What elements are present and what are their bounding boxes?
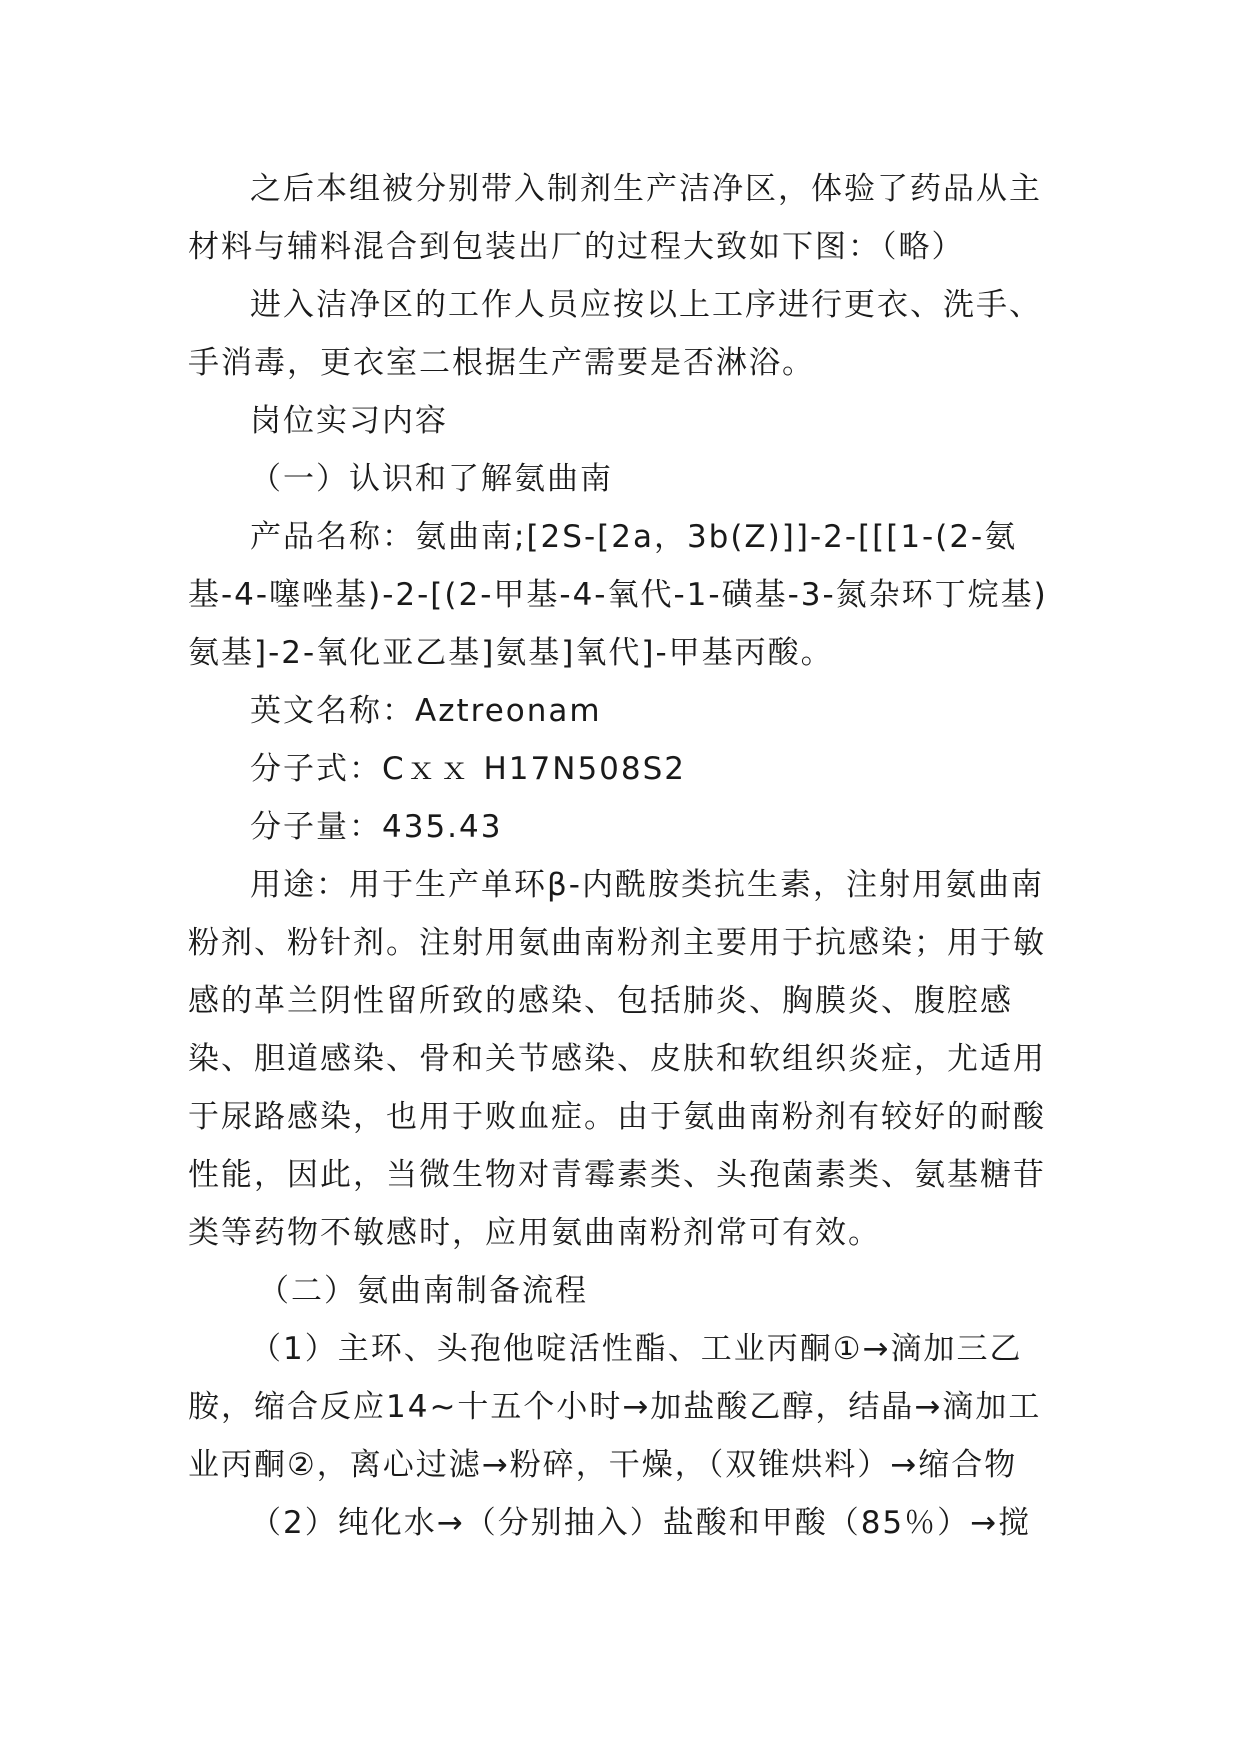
paragraph-clean-area-intro: 之后本组被分别带入制剂生产洁净区，体验了药品从主材料与辅料混合到包装出厂的过程大致如下图：（略） <box>188 171 1042 265</box>
paragraph-usage: 用途：用于生产单环β-内酰胺类抗生素，注射用氨曲南粉剂、粉针剂。注射用氨曲南粉剂主要用于抗感染；用于敏感的革兰阴性留所致的感染、包括肺炎、胸膜炎、腹腔感染、胆道感染、骨和关节感染、皮肤和软组织炎症，尤适用于尿路感染，也用于败血症。由于氨曲南粉剂有较好的耐酸性能，因此，当微生物对青霉素类、头孢菌素类、氨基糖苷类等药物不敏感时，应用氨曲南粉剂常可有效。 <box>188 867 1046 1251</box>
paragraph-step-1: （1）主环、头孢他啶活性酯、工业丙酮①→滴加三乙胺，缩合反应14~十五个小时→加盐酸乙醇，结晶→滴加工业丙酮②，离心过滤→粉碎，干燥，（双锥烘料）→缩合物 <box>188 1331 1042 1483</box>
section-heading-internship: 岗位实习内容 <box>250 403 448 439</box>
paragraph-step-2: （2）纯化水→（分别抽入）盐酸和甲酸（85％）→搅 <box>250 1505 1032 1541</box>
paragraph-product-name: 产品名称：氨曲南;[2S-[2a，3b(Z)]]-2-[[[1-(2-氨基-4-噻唑基)-2-[(2-甲基-4-氧代-1-磺基-3-氮杂环丁烷基)氨基]-2-氧化亚乙基]氨基]氧代]-甲基丙酸。 <box>188 519 1048 671</box>
paragraph-english-name: 英文名称：Aztreonam <box>250 693 602 729</box>
paragraph-clean-area-rules: 进入洁净区的工作人员应按以上工序进行更衣、洗手、手消毒，更衣室二根据生产需要是否淋浴。 <box>188 287 1042 381</box>
subsection-heading-preparation: （二）氨曲南制备流程 <box>258 1273 588 1309</box>
paragraph-molecular-formula: 分子式：Cｘｘ H17N508S2 <box>250 751 687 787</box>
subsection-heading-aztreonam: （一）认识和了解氨曲南 <box>250 461 613 497</box>
document-body <box>188 160 1068 1552</box>
paragraph-molecular-weight: 分子量：435.43 <box>250 809 503 845</box>
